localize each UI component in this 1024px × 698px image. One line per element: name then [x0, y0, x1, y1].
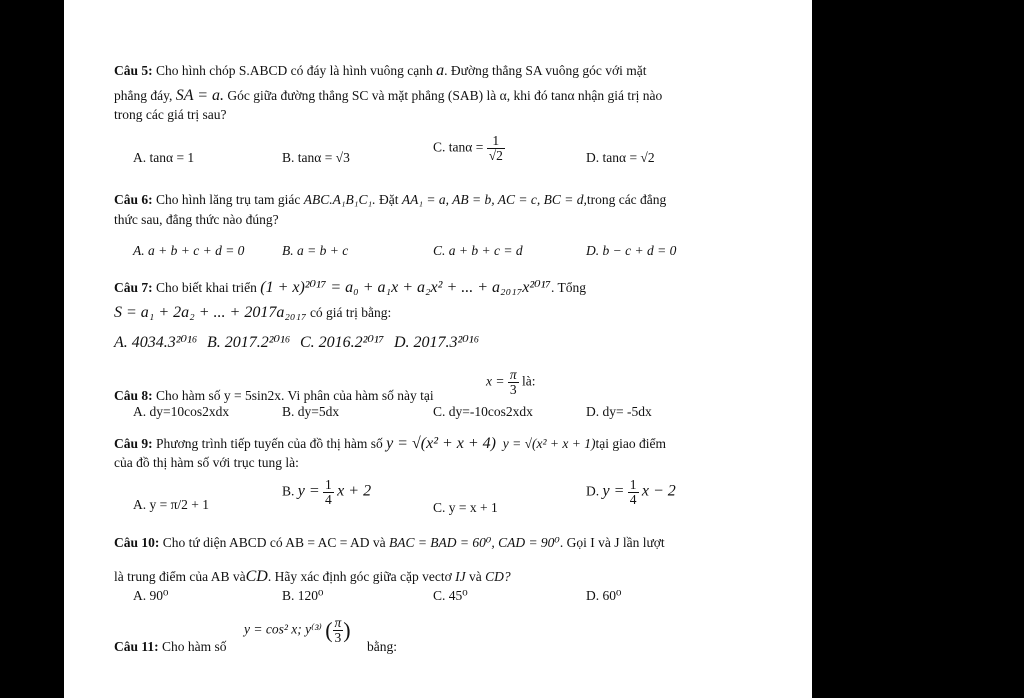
- q8-option-a: A. dy=10cos2xdx: [133, 404, 230, 419]
- q10-line2: là trung điểm của AB vàCD. Hãy xác định góc giữa cặp vectơ IJ và CD?: [114, 568, 511, 585]
- q8-option-b: B. dy=5dx: [282, 404, 340, 419]
- q10-option-c: C. 45⁰: [433, 588, 468, 603]
- q8-option-d: D. dy= -5dx: [586, 404, 652, 419]
- right-margin: [812, 0, 1024, 698]
- q11-function: y = cos² x; y⁽³⁾ ( $\frac{\pi}{3}$ ): [244, 615, 351, 645]
- q10-option-d: D. 60⁰: [586, 588, 622, 603]
- q9-option-a: A. y = π/2 + 1: [133, 497, 210, 512]
- q6-option-a: A. a + b + c + d = 0: [133, 243, 245, 258]
- q11-line1: Câu 11: Cho hàm số: [114, 639, 227, 654]
- q7-line2: S = a₁ + 2a₂ + ... + 2017a₂₀₁₇ có giá trị bằng:: [114, 304, 392, 321]
- q5-line1: Câu 5: Cho hình chóp S.ABCD có đáy là hình vuông cạnh a. Đường thẳng SA vuông góc với mặt: [114, 62, 647, 79]
- q5-option-a: A. tanα = 1: [133, 150, 195, 165]
- q8-x-value: x = $\frac{\pi}{3}$ là:: [486, 367, 536, 397]
- q8-line1: Câu 8: Cho hàm số y = 5sin2x. Vi phân của hàm số này tại: [114, 388, 434, 403]
- q9-option-c: C. y = x + 1: [433, 500, 498, 515]
- q7-option-b: B. 2017.2²⁰¹⁶: [207, 334, 291, 351]
- q9-option-d: D. y = $\frac{1}{4}$ x − 2: [586, 477, 676, 507]
- q6-line2: thức sau, đẳng thức nào đúng?: [114, 212, 279, 227]
- q9-line2: của đồ thị hàm số với trục tung là:: [114, 455, 299, 470]
- q5-line2: phẳng đáy, SA = a. Góc giữa đường thẳng SC và mặt phẳng (SAB) là α, khi đó tanα nhận giá trị nào: [114, 87, 663, 104]
- q7-option-a: A. 4034.3²⁰¹⁶: [114, 334, 198, 351]
- q10-option-b: B. 120⁰: [282, 588, 324, 603]
- q8-option-c: C. dy=-10cos2xdx: [433, 404, 533, 419]
- q6-option-c: C. a + b + c = d: [433, 243, 523, 258]
- q6-option-d: D. b − c + d = 0: [586, 243, 677, 258]
- q6-line1: Câu 6: Cho hình lăng trụ tam giác ABC.A₁B₁C₁. Đặt AA₁ = a, AB = b, AC = c, BC = d,trong các đẳng: [114, 192, 667, 207]
- q5-option-d: D. tanα = √2: [586, 150, 655, 165]
- q7-line1: Câu 7: Cho biết khai triển (1 + x)²⁰¹⁷ = a₀ + a₁x + a₂x² + ... + a₂₀₁₇x²⁰¹⁷. Tổng: [114, 279, 586, 296]
- q7-option-d: D. 2017.3²⁰¹⁶: [394, 334, 480, 351]
- q10-line1: Câu 10: Cho tứ diện ABCD có AB = AC = AD và BAC = BAD = 60⁰, CAD = 90⁰. Gọi I và J lần lượt: [114, 535, 665, 550]
- q11-bang: bằng:: [367, 639, 397, 654]
- q5-line3: trong các giá trị sau?: [114, 107, 227, 122]
- q5-option-b: B. tanα = √3: [282, 150, 350, 165]
- q5-option-c: C. tanα = $\frac{1}{√2}$: [433, 133, 503, 163]
- q7-option-c: C. 2016.2²⁰¹⁷: [300, 334, 385, 351]
- q10-option-a: A. 90⁰: [133, 588, 169, 603]
- q6-option-b: B. a = b + c: [282, 243, 349, 258]
- q9-option-b: B. y = $\frac{1}{4}$ x + 2: [282, 477, 372, 507]
- q9-line1: Câu 9: Phương trình tiếp tuyến của đồ thị hàm số y = √(x² + x + 4) y = √(x² + x + 1)tại giao điểm: [114, 435, 667, 452]
